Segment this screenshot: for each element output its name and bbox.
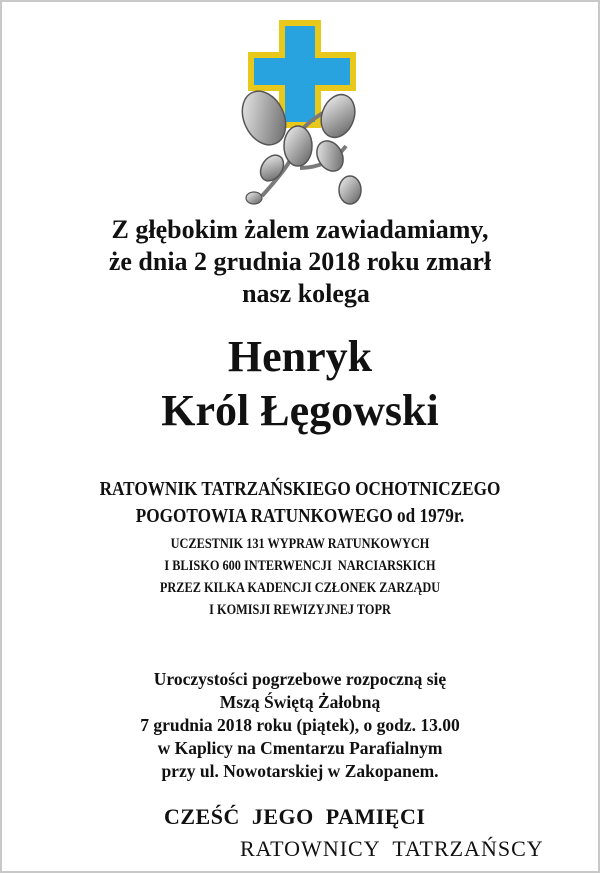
funeral-line: Uroczystości pogrzebowe rozpoczną się	[153, 669, 447, 689]
deceased-name	[2, 330, 598, 438]
detail-line: PRZEZ KILKA KADENCJI CZŁONEK ZARZĄDU	[159, 580, 441, 596]
service-details	[56, 533, 545, 621]
last-name: Król Łęgowski	[161, 386, 439, 435]
intro-line: że dnia 2 grudnia 2018 roku zmarł	[108, 247, 492, 276]
funeral-line: przy ul. Nowotarskiej w Zakopanem.	[161, 761, 439, 781]
funeral-line: w Kaplicy na Cmentarzu Parafialnym	[157, 738, 443, 758]
role-line: RATOWNIK TATRZAŃSKIEGO OCHOTNICZEGO	[99, 478, 501, 500]
first-name: Henryk	[227, 332, 373, 381]
role-description	[44, 476, 557, 530]
intro-line: nasz kolega	[242, 279, 370, 308]
funeral-line: 7 grudnia 2018 roku (piątek), o godz. 13.00	[140, 715, 460, 735]
signature: RATOWNICY TATRZAŃSCY	[240, 836, 544, 861]
closing-tribute: CZEŚĆ JEGO PAMIĘCI	[164, 804, 426, 829]
detail-line: UCZESTNIK 131 WYPRAW RATUNKOWYCH	[170, 536, 430, 552]
intro-line: Z głębokim żalem zawiadamiamy,	[111, 215, 489, 244]
topr-cross-emblem-icon	[238, 18, 368, 208]
announcement-intro	[2, 214, 598, 310]
detail-line: I KOMISJI REWIZYJNEJ TOPR	[209, 602, 391, 618]
detail-line: I BLISKO 600 INTERWENCJI NARCIARSKICH	[164, 558, 436, 574]
funeral-line: Mszą Świętą Żałobną	[219, 692, 381, 712]
role-line: POGOTOWIA RATUNKOWEGO od 1979r.	[135, 505, 465, 527]
funeral-information	[2, 668, 598, 783]
